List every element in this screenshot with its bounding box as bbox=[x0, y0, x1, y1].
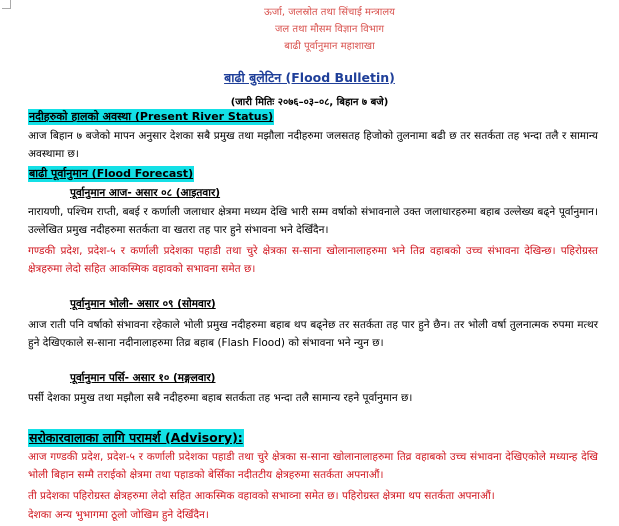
forecast-today-label: पूर्वानुमान आज- असार ०८ (आइतवार) bbox=[70, 187, 221, 199]
advisory-text: आज गण्डकी प्रदेश, प्रदेश-५ र कर्णाली प्रदेशका पहाडी तथा चुरे क्षेत्रका स-साना खोलानालाहरुमा तिव्र वहाबको उच्च संभावना देखिएकोले मध्यान्ह देखि भोली बिहान सम्मै तराईको क्षेत्रमा तथा पहाडको बेसिँका नदीतटीय क्षेत्रहरुमा सतर्कता अपनाऔं। bbox=[28, 451, 598, 481]
advisory-text-2: ती प्रदेशका पहिरोग्रस्त क्षेत्रहरुमा लेदो सहित आकस्मिक वहावको सभाव्ना समेत छ। पहिरोग्रस्त क्षेत्रमा थप सतर्कता अपनाऔं। bbox=[28, 490, 495, 502]
forecast-dayafter-label: पूर्वानुमान पर्सि- असार १० (मङ्गलवार) bbox=[70, 372, 216, 384]
department-name: जल तथा मौसम विज्ञान विभाग bbox=[274, 24, 384, 35]
forecast-today-warning: गण्डकी प्रदेश, प्रदेश-५ र कर्णाली प्रदेशका पहाडी तथा चुरे क्षेत्रका स-साना खोलानालाहरुमा भने तिव्र वहाबको उच्च संभावना देखिन्छ। पहिरोग्रस्त क्षेत्रहरुमा लेदो सहित आकस्मिक वहावको सभावना समेत छ। bbox=[28, 245, 598, 275]
river-status-text: आज बिहान ७ बजेको मापन अनुसार देशका सबै प्रमुख तथा मझौला नदीहरुमा जलसतह हिजोको तुलनामा बढी छ तर सतर्कता तह भन्दा तलै र सामान्य अवस्थामा छ। bbox=[28, 130, 598, 160]
issue-date: (जारी मितिः २०७६–०३–०८, बिहान ७ बजे) bbox=[230, 97, 389, 108]
ministry-name: ऊर्जा, जलस्रोत तथा सिंचाई मन्त्रालय bbox=[264, 7, 395, 18]
forecast-tomorrow-text: आज राती पनि वर्षाको संभावना रहेकाले भोली प्रमुख नदीहरुमा बहाब थप बढ्नेछ तर सतर्कता तह पार हुने छैन। तर भोली वर्षा तुलनात्मक रुपमा मत्थर हुने देखिएकाले स-साना नदीनालाहरुमा तिव्र बहाब (Flash Flood) को संभावना भने न्युन छ। bbox=[28, 319, 598, 349]
forecast-tomorrow-label: पूर्वानुमान भोली- असार ०९ (सोमवार) bbox=[70, 298, 216, 310]
division-name: बाढी पूर्वानुमान महाशाखा bbox=[284, 41, 375, 52]
advisory-text-3: देशका अन्य भुभागमा ठूलो जोखिम हुने देखिँदैन। bbox=[28, 509, 209, 521]
forecast-heading: बाढी पूर्वानुमान (Flood Forecast) bbox=[29, 167, 194, 180]
forecast-dayafter-text: पर्सी देशका प्रमुख तथा मझौला सबै नदीहरुमा बहाब सतर्कता तह भन्दा तलै सामान्य रहने पूर्वानुमान छ। bbox=[28, 392, 413, 404]
forecast-today-text: नारायणी, पश्चिम राप्ती, बबई र कर्णाली जलाधार क्षेत्रमा मध्यम देखि भारी सम्म वर्षाको संभावनाले उक्त जलाधारहरुमा बहाब उल्लेख्य बढ्ने पूर्वानुमान। उल्लेखित प्रमुख नदीहरुमा सतर्कता वा खतरा तह पार हुने संभावना भने देखिँदैन। bbox=[28, 206, 598, 236]
river-status-heading: नदीहरुको हालको अवस्था (Present River Status) bbox=[29, 110, 274, 123]
letterhead bbox=[0, 4, 619, 55]
bulletin-title: बाढी बुलेटिन (Flood Bulletin) bbox=[224, 70, 395, 85]
advisory-heading: सरोकारवालाका लागि परामर्श (Advisory): bbox=[29, 430, 243, 445]
